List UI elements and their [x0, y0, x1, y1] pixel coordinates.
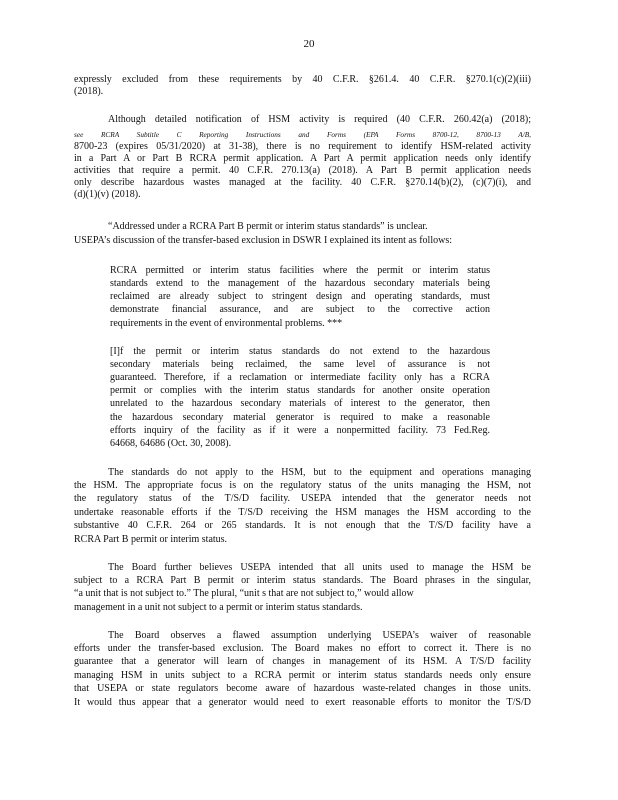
text-line: guaranteed. Therefore, if a reclamation or intermediate facility only has a RCRA — [110, 372, 490, 383]
text-line: management in a unit not subject to a permit or interim status standards. — [74, 602, 363, 613]
text-line: The standards do not apply to the HSM, but to the equipment and operations managing — [108, 467, 531, 478]
text-line: only describe hazardous wastes managed at the facility. 40 C.F.R. §270.14(b)(2), (c)(7)(i), and — [74, 177, 531, 188]
text-line: USEPA’s discussion of the transfer-based exclusion in DSWR I explained its intent as follows: — [74, 235, 452, 246]
text-line: (d)(1)(v) (2018). — [74, 189, 141, 200]
text-line: activities that require a permit. 40 C.F.R. 270.13(a) (2018). A Part B permit application needs — [74, 165, 531, 176]
text-line: [I]f the permit or interim status standards do not extend to the hazardous — [110, 346, 490, 357]
page-number: 20 — [303, 38, 315, 50]
text-line: managing HSM in units subject to a RCRA permit or interim status standards needs only ensure — [74, 670, 531, 681]
text-line: that USEPA or state regulators become aware of hazardous waste-related changes in those units. — [74, 683, 531, 694]
text-line: 8700-23 (expires 05/31/2020) at 31-38), there is no requirement to identify HSM-related activity — [74, 141, 531, 152]
text-line: the HSM. The appropriate focus is on the regulatory status of the units managing the HSM, not — [74, 480, 531, 491]
text-line: standards extend to the management of the hazardous secondary materials being — [110, 278, 490, 289]
text-line: expressly excluded from these requirements by 40 C.F.R. §261.4. 40 C.F.R. §270.1(c)(2)(iii) — [74, 74, 531, 85]
text-line: the regulatory status of the T/S/D facility. USEPA intended that the generator needs not — [74, 493, 531, 504]
text-line: reclaimed are already subject to stringent design and operating standards, must — [110, 291, 490, 302]
text-line: see RCRA Subtitle C Reporting Instructions and Forms (EPA Forms 8700-12, 8700-13 A/B, — [74, 130, 531, 139]
text-line: unrelated to the hazardous secondary materials of interest to the generator, then — [110, 398, 490, 409]
text-line: requirements in the event of environmental problems. *** — [110, 318, 343, 329]
text-line: RCRA permitted or interim status facilities where the permit or interim status — [110, 265, 490, 276]
text-line: “a unit that is not subject to.” The plural, “unit s that are not subject to,” would allow — [74, 588, 414, 599]
text-line: secondary materials being reclaimed, the same level of assurance is not — [110, 359, 490, 370]
text-line: guarantee that a generator will learn of changes in management of its HSM. A T/S/D facility — [74, 656, 531, 667]
text-line: in a Part A or Part B RCRA permit application. A Part A permit application needs only identify — [74, 153, 531, 164]
text-line: The Board observes a flawed assumption underlying USEPA’s waiver of reasonable — [108, 630, 531, 641]
text-line: RCRA Part B permit or interim status. — [74, 534, 228, 545]
text-line: “Addressed under a RCRA Part B permit or interim status standards” is unclear. — [108, 221, 428, 232]
text-line: (2018). — [74, 86, 104, 97]
text-line: It would thus appear that a generator would need to exert reasonable efforts to monitor the T/S/D — [74, 697, 531, 708]
text-line: efforts under the transfer-based exclusion. The Board makes no effort to correct it. There is no — [74, 643, 531, 654]
text-line: The Board further believes USEPA intended that all units used to manage the HSM be — [108, 562, 531, 573]
text-line: permit or complies with the interim status standards for another onsite operation — [110, 385, 490, 396]
text-line: demonstrate financial assurance, and are subject to the corrective action — [110, 304, 490, 315]
text-line: Although detailed notification of HSM activity is required (40 C.F.R. 260.42(a) (2018); — [108, 114, 531, 125]
text-line: undertake reasonable efforts if the T/S/D receiving the HSM manages the HSM according to the — [74, 507, 531, 518]
text-line: 64668, 64686 (Oct. 30, 2008). — [110, 438, 232, 449]
text-line: subject to a RCRA Part B permit or interim status standards. The Board phrases in the singular, — [74, 575, 531, 586]
text-line: substantive 40 C.F.R. 264 or 265 standards. It is not enough that the T/S/D facility have a — [74, 520, 531, 531]
text-line: the hazardous secondary material generator is required to make a reasonable — [110, 412, 490, 423]
text-line: efforts inquiry of the facility as if it were a nonpermitted facility. 73 Fed.Reg. — [110, 425, 490, 436]
